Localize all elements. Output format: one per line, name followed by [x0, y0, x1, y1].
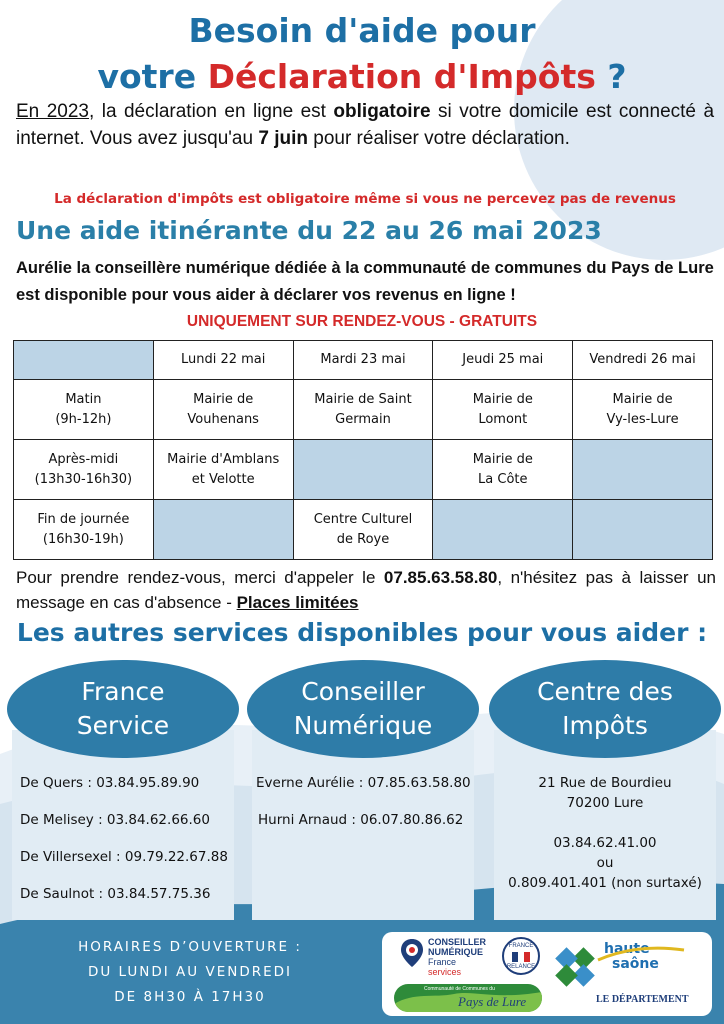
schedule-slot	[14, 440, 154, 500]
mandatory-notice: La déclaration d'impôts est obligatoire même si vous ne percevez pas de revenus	[54, 191, 676, 207]
hours-line: DE 8H30 À 17H30	[114, 989, 266, 1005]
schedule-empty-cell	[153, 500, 293, 560]
title-suffix: ?	[595, 57, 627, 96]
france-relance-logo	[502, 937, 540, 975]
schedule-empty-cell	[293, 440, 433, 500]
service-line: 03.84.62.41.00	[553, 835, 657, 851]
intro-text-3: pour réaliser votre déclaration.	[307, 128, 570, 149]
service-card-header	[247, 660, 479, 758]
slot-label: Matin	[65, 391, 102, 407]
schedule-cell	[433, 440, 573, 500]
call-text-1: Pour prendre rendez-vous, merci d'appeler le	[16, 568, 384, 587]
schedule-empty-cell	[573, 440, 713, 500]
title-line-2	[0, 54, 724, 100]
schedule-cell	[293, 500, 433, 560]
cell-line: Mairie de Saint	[314, 391, 412, 407]
intro-paragraph	[16, 98, 714, 152]
intro-text-2: si votre domicile est connecté à internet. Vous avez jusqu'au	[16, 101, 715, 149]
schedule-slot	[14, 380, 154, 440]
haute-saone-emblem-icon	[550, 942, 600, 992]
cell-line: Lomont	[478, 411, 528, 427]
hours-line: HORAIRES D’OUVERTURE :	[78, 939, 302, 955]
service-line: Everne Aurélie : 07.85.63.58.80	[256, 775, 471, 791]
service-title-line: Numérique	[293, 711, 433, 740]
service-card-body	[494, 773, 716, 893]
logo-line: RELANCE	[506, 964, 536, 970]
limited-places: Places limitées	[236, 593, 359, 612]
flag-icon	[512, 952, 530, 962]
schedule-day: Vendredi 26 mai	[573, 341, 713, 380]
service-line: De Villersexel : 09.79.22.67.88	[20, 849, 228, 865]
subtitle: Une aide itinérante du 22 au 26 mai 2023	[16, 216, 602, 245]
service-line: 70200 Lure	[566, 795, 644, 811]
call-phone: 07.85.63.58.80	[383, 568, 498, 587]
hours-line: DU LUNDI AU VENDREDI	[87, 964, 293, 980]
title-prefix: votre	[97, 57, 208, 96]
schedule-cell	[153, 380, 293, 440]
cell-line: Centre Culturel	[313, 511, 413, 527]
logo-line: haute	[604, 941, 650, 957]
cell-line: Mairie de	[193, 391, 254, 407]
page-title	[0, 8, 724, 100]
cell-line: et Velotte	[191, 471, 255, 487]
service-title-line: Service	[76, 711, 170, 740]
service-line: ou	[596, 855, 614, 871]
schedule-day: Jeudi 25 mai	[433, 341, 573, 380]
schedule-day: Mardi 23 mai	[293, 341, 433, 380]
pays-de-lure-logo	[394, 984, 542, 1012]
schedule-row-afternoon	[14, 440, 713, 500]
schedule-cell	[293, 380, 433, 440]
service-card-body	[20, 773, 228, 904]
cell-line: Mairie de	[612, 391, 673, 407]
cell-line: Vy-les-Lure	[606, 411, 679, 427]
service-title-line: Impôts	[562, 711, 648, 740]
cell-line: de Roye	[336, 531, 390, 547]
schedule-empty-cell	[573, 500, 713, 560]
schedule-table	[13, 340, 713, 560]
logo-line: Pays de Lure	[458, 994, 527, 1009]
service-line: 0.809.401.401 (non surtaxé)	[508, 875, 702, 891]
service-line: De Melisey : 03.84.62.66.60	[20, 812, 210, 828]
schedule-header-row	[14, 341, 713, 380]
slot-label: Fin de journée	[37, 511, 130, 527]
location-pin-icon	[400, 938, 424, 968]
service-card-header	[489, 660, 721, 758]
schedule-cell	[573, 380, 713, 440]
services-title: Les autres services disponibles pour vous aider :	[16, 618, 708, 647]
service-line: 21 Rue de Bourdieu	[538, 775, 672, 791]
service-title-line: France	[81, 677, 165, 706]
service-line: De Saulnot : 03.84.57.75.36	[20, 886, 211, 902]
cell-line: Vouhenans	[187, 411, 259, 427]
call-info	[16, 565, 716, 615]
slot-hours: (16h30-19h)	[42, 531, 124, 547]
slot-hours: (9h-12h)	[55, 411, 112, 427]
swoosh-icon	[596, 941, 686, 964]
cell-line: Mairie d'Amblans	[167, 451, 280, 467]
schedule-cell	[153, 440, 293, 500]
appointment-notice: UNIQUEMENT SUR RENDEZ-VOUS - GRATUITS	[186, 313, 538, 330]
title-highlight: Déclaration d'Impôts	[207, 57, 596, 96]
slot-hours: (13h30-16h30)	[34, 471, 133, 487]
cell-line: Germain	[335, 411, 391, 427]
description: Aurélie la conseillère numérique dédiée à la communauté de communes du Pays de Lure est disponible pour vous aider à déclarer vos revenus en ligne !	[16, 259, 714, 304]
service-line: Hurni Arnaud : 06.07.80.86.62	[258, 812, 464, 828]
intro-year: En 2023	[16, 101, 89, 122]
intro-text-1: , la déclaration en ligne est	[88, 101, 334, 122]
intro-deadline: 7 juin	[258, 128, 308, 149]
service-title-line: Conseiller	[301, 677, 425, 706]
departement-label: LE DÉPARTEMENT	[596, 994, 689, 1005]
schedule-day: Lundi 22 mai	[153, 341, 293, 380]
conseiller-logo-text	[428, 937, 486, 977]
title-line-1: Besoin d'aide pour	[188, 11, 536, 50]
logo-line: saône	[612, 956, 659, 972]
logo-line: NUMÉRIQUE	[428, 947, 484, 957]
service-card-header	[7, 660, 239, 758]
schedule-cell	[433, 380, 573, 440]
schedule-slot	[14, 500, 154, 560]
cell-line: La Côte	[478, 471, 528, 487]
opening-hours	[40, 935, 340, 1010]
schedule-empty-cell	[433, 500, 573, 560]
call-text-2: , n'hésitez pas à laisser un message en cas d'absence -	[16, 568, 716, 612]
partner-logos	[382, 932, 712, 1016]
cell-line: Mairie de	[472, 391, 533, 407]
schedule-row-evening	[14, 500, 713, 560]
logo-line: France	[428, 957, 457, 967]
logo-line: CONSEILLER	[428, 937, 487, 947]
logo-line: Communauté de Communes du	[424, 986, 495, 992]
slot-label: Après-midi	[48, 451, 119, 467]
intro-obligatoire: obligatoire	[333, 101, 431, 122]
logo-line: FRANCE	[508, 943, 534, 949]
service-line: De Quers : 03.84.95.89.90	[20, 775, 200, 791]
logo-line: services	[428, 967, 462, 977]
schedule-corner-cell	[14, 341, 154, 380]
service-card-body	[256, 773, 471, 830]
cell-line: Mairie de	[472, 451, 533, 467]
schedule-row-morning	[14, 380, 713, 440]
service-title-line: Centre des	[537, 677, 673, 706]
